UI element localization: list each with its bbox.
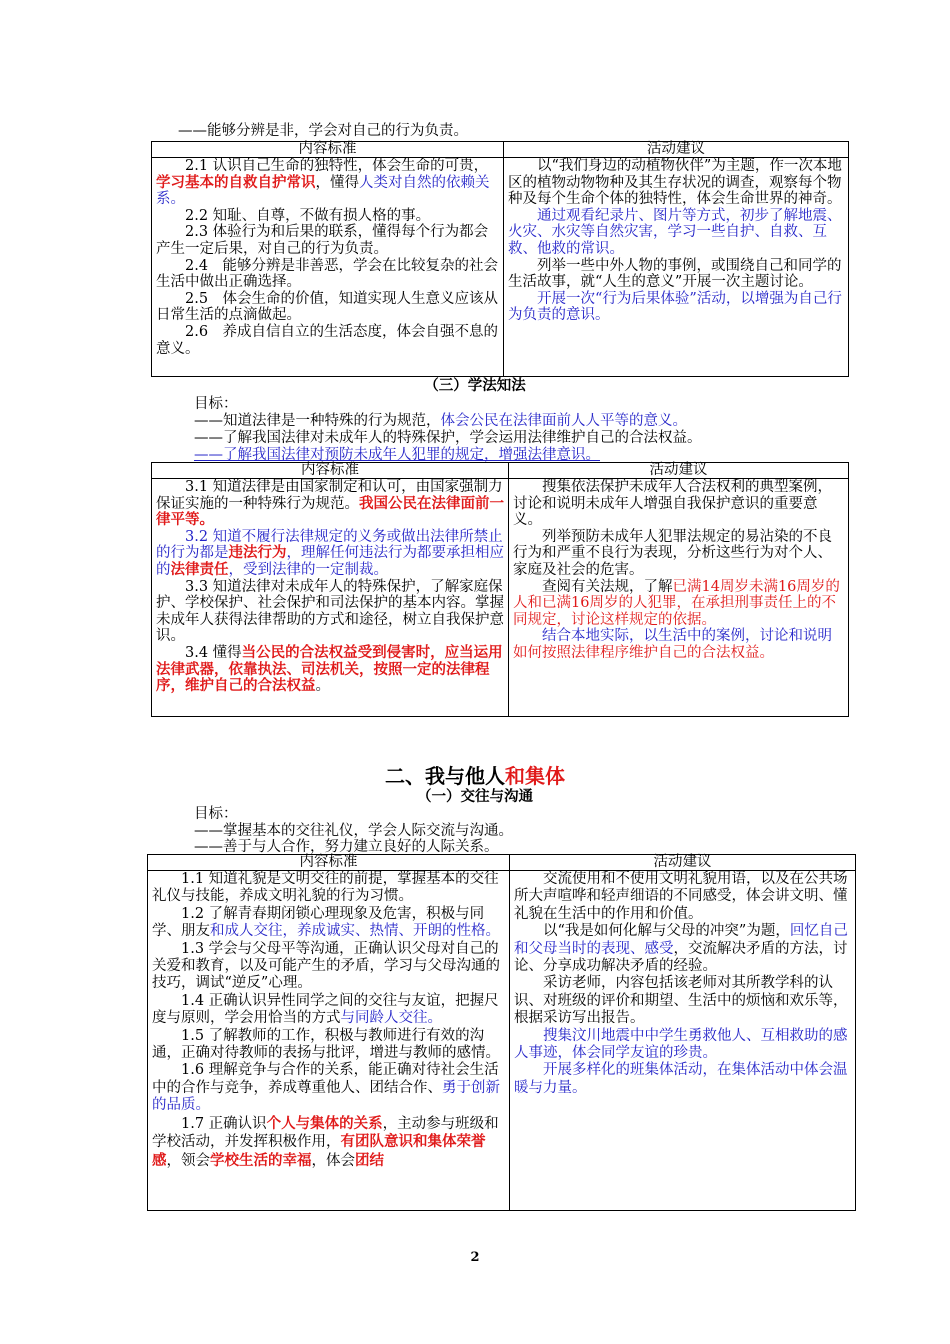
table-header-activity-suggestion: 活动建议 — [510, 855, 856, 871]
activity-item: 开展一次“行为后果体验”活动，以增强为自己行为负责的意识。 — [508, 290, 842, 324]
standard-item: 3.2 知道不履行法律规定的义务或做出法律所禁止的行为都是违法行为，理解任何违法行为都要承担相应的法律责任，受到法律的一定制裁。 — [156, 528, 504, 578]
table-header-content-standard: 内容标准 — [148, 855, 510, 871]
standard-item: 3.4 懂得当公民的合法权益受到侵害时，应当运用法律武器，依靠执法、司法机关，按照一定的法律程序，维护自己的合法权益。 — [156, 643, 503, 695]
standard-item: 1.2 了解青春期闭锁心理现象及危害，积极与同学、朋友和成人交往，养成诚实、热情、开朗的性格。 — [152, 905, 500, 940]
standard-item: 2.1 认识自己生命的独特性，体会生命的可贵，学习基本的自救自护常识，懂得人类对自然的依赖关系。 — [156, 158, 490, 208]
goal-line: ——掌握基本的交往礼仪，学会人际交流与沟通。 — [194, 823, 513, 839]
standard-item: 2.2 知耻、自尊，不做有损人格的事。 — [185, 207, 431, 224]
activity-item: 列举一些中外人物的事例，或围绕自己和同学的生活故事，就“人生的意义”开展一次主题讨论。 — [508, 257, 842, 291]
section-title: （三）学法知法 — [424, 378, 526, 394]
activity-item: 搜集依法保护未成年人合法权利的典型案例，讨论和说明未成年人增强自我保护意识的重要意义。 — [513, 479, 832, 529]
activity-item: 开展多样化的班集体活动，在集体活动中体会温暖与力量。 — [514, 1062, 848, 1096]
goal-line: ——了解我国法律对未成年人的特殊保护，学会运用法律维护自己的合法权益。 — [194, 430, 702, 446]
activity-item: 以“我们身边的动植物伙伴”为主题，作一次本地区的植物动物物种及其生存状况的调查，观察每个物种及每个生命个体的独特性，体会生命世界的神奇。 — [508, 158, 842, 208]
activity-item: 搜集汶川地震中中学生勇救他人、互相救助的感人事迹，体会同学友谊的珍贵。 — [514, 1027, 848, 1062]
content-table-2 — [151, 462, 849, 717]
activity-item: 通过观看纪录片、图片等方式，初步了解地震、火灾、水灾等自然灾害，学习一些自护、自救、互救、他救的常识。 — [508, 207, 842, 257]
activity-item: 查阅有关法规，了解已满14周岁未满16周岁的人和已满16周岁的人犯罪，在承担刑事责任上的不同规定，讨论这样规定的依据。 — [513, 578, 840, 628]
goal-label: 目标： — [194, 806, 238, 822]
activities-cell — [509, 479, 849, 717]
standard-item: 3.1 知道法律是由国家制定和认可，由国家强制力保证实施的一种特殊行为规范。我国公民在法律面前一律平等。 — [156, 479, 504, 529]
activity-item: 以“我是如何化解与父母的冲突”为题，回忆自己和父母当时的表现、感受，交流解决矛盾的方法，讨论、分享成功解决矛盾的经验。 — [514, 923, 848, 975]
standards-cell — [148, 871, 510, 1211]
content-table-1 — [151, 141, 849, 377]
standard-item: 1.6 理解竞争与合作的关系，能正确对待社会生活中的合作与竞争，养成尊重他人、团结合作、勇于创新的品质。 — [152, 1062, 500, 1114]
goal-label: 目标： — [194, 396, 238, 412]
goal-line: ——能够分辨是非，学会对自己的行为负责。 — [178, 123, 468, 139]
table-header-content-standard: 内容标准 — [152, 142, 504, 158]
standard-item: 2.4 能够分辨是非善恶，学会在比较复杂的社会生活中做出正确选择。 — [156, 257, 499, 291]
standard-item: 1.1 知道礼貌是文明交往的前提，掌握基本的交往礼仪与技能，养成文明礼貌的行为习惯。 — [152, 871, 499, 905]
table-header-content-standard: 内容标准 — [152, 463, 509, 479]
standard-item: 2.6 养成自信自立的生活态度，体会自强不息的意义。 — [156, 323, 499, 357]
activities-cell — [510, 871, 856, 1211]
standard-item: 2.5 体会生命的价值，知道实现人生意义应该从日常生活的点滴做起。 — [156, 290, 499, 324]
activity-item: 交流使用和不使用文明礼貌用语，以及在公共场所大声喧哗和轻声细语的不同感受，体会讲文明、懂礼貌在生活中的作用和价值。 — [514, 871, 848, 922]
standard-item: 1.4 正确认识异性同学之间的交往与友谊，把握尺度与原则，学会用恰当的方式与同龄人交往。 — [152, 992, 499, 1027]
activity-item: 结合本地实际，以生活中的案例，讨论和说明如何按照法律程序维护自己的合法权益。 — [513, 628, 832, 661]
goal-line: ——知道法律是一种特殊的行为规范，体会公民在法律面前人人平等的意义。 — [194, 413, 687, 429]
part-title: 二、我与他人和集体 — [385, 764, 565, 788]
standard-item: 1.7 正确认识个人与集体的关系，主动参与班级和学校活动，并发挥积极作用，有团队意识和集体荣誉感，领会学校生活的幸福，体会团结 — [152, 1114, 499, 1169]
goal-line: ——了解我国法律对预防未成年人犯罪的规定，增强法律意识。 — [194, 447, 600, 463]
standards-cell — [152, 158, 504, 377]
table-header-activity-suggestion: 活动建议 — [504, 142, 849, 158]
activity-item: 采访老师，内容包括该老师对其所教学科的认识、对班级的评价和期望、生活中的烦恼和欢乐等，根据采访写出报告。 — [514, 975, 848, 1027]
page-number: 2 — [470, 1250, 480, 1265]
standard-item: 2.3 体验行为和后果的联系，懂得每个行为都会产生一定后果，对自己的行为负责。 — [156, 224, 489, 257]
goal-line: ——善于与人合作，努力建立良好的人际关系。 — [194, 839, 499, 855]
table-header-activity-suggestion: 活动建议 — [509, 463, 849, 479]
standard-item: 3.3 知道法律对未成年人的特殊保护，了解家庭保护、学校保护、社会保护和司法保护的基本内容。掌握未成年人获得法律帮助的方式和途径，树立自我保护意识。 — [156, 578, 504, 645]
standard-item: 1.5 了解教师的工作，积极与教师进行有效的沟通，正确对待教师的表扬与批评，增进与教师的感情。 — [152, 1027, 500, 1062]
content-table-3 — [147, 854, 856, 1211]
standards-cell — [152, 479, 509, 717]
activity-item: 列举预防未成年人犯罪法规定的易沾染的不良行为和严重不良行为表现，分析这些行为对个人、家庭及社会的危害。 — [513, 528, 832, 578]
standard-item: 1.3 学会与父母平等沟通，正确认识父母对自己的关爱和教育，以及可能产生的矛盾，学习与父母沟通的技巧，调试“逆反”心理。 — [152, 940, 500, 992]
activities-cell — [504, 158, 849, 377]
section-title: （一）交往与沟通 — [417, 789, 533, 805]
